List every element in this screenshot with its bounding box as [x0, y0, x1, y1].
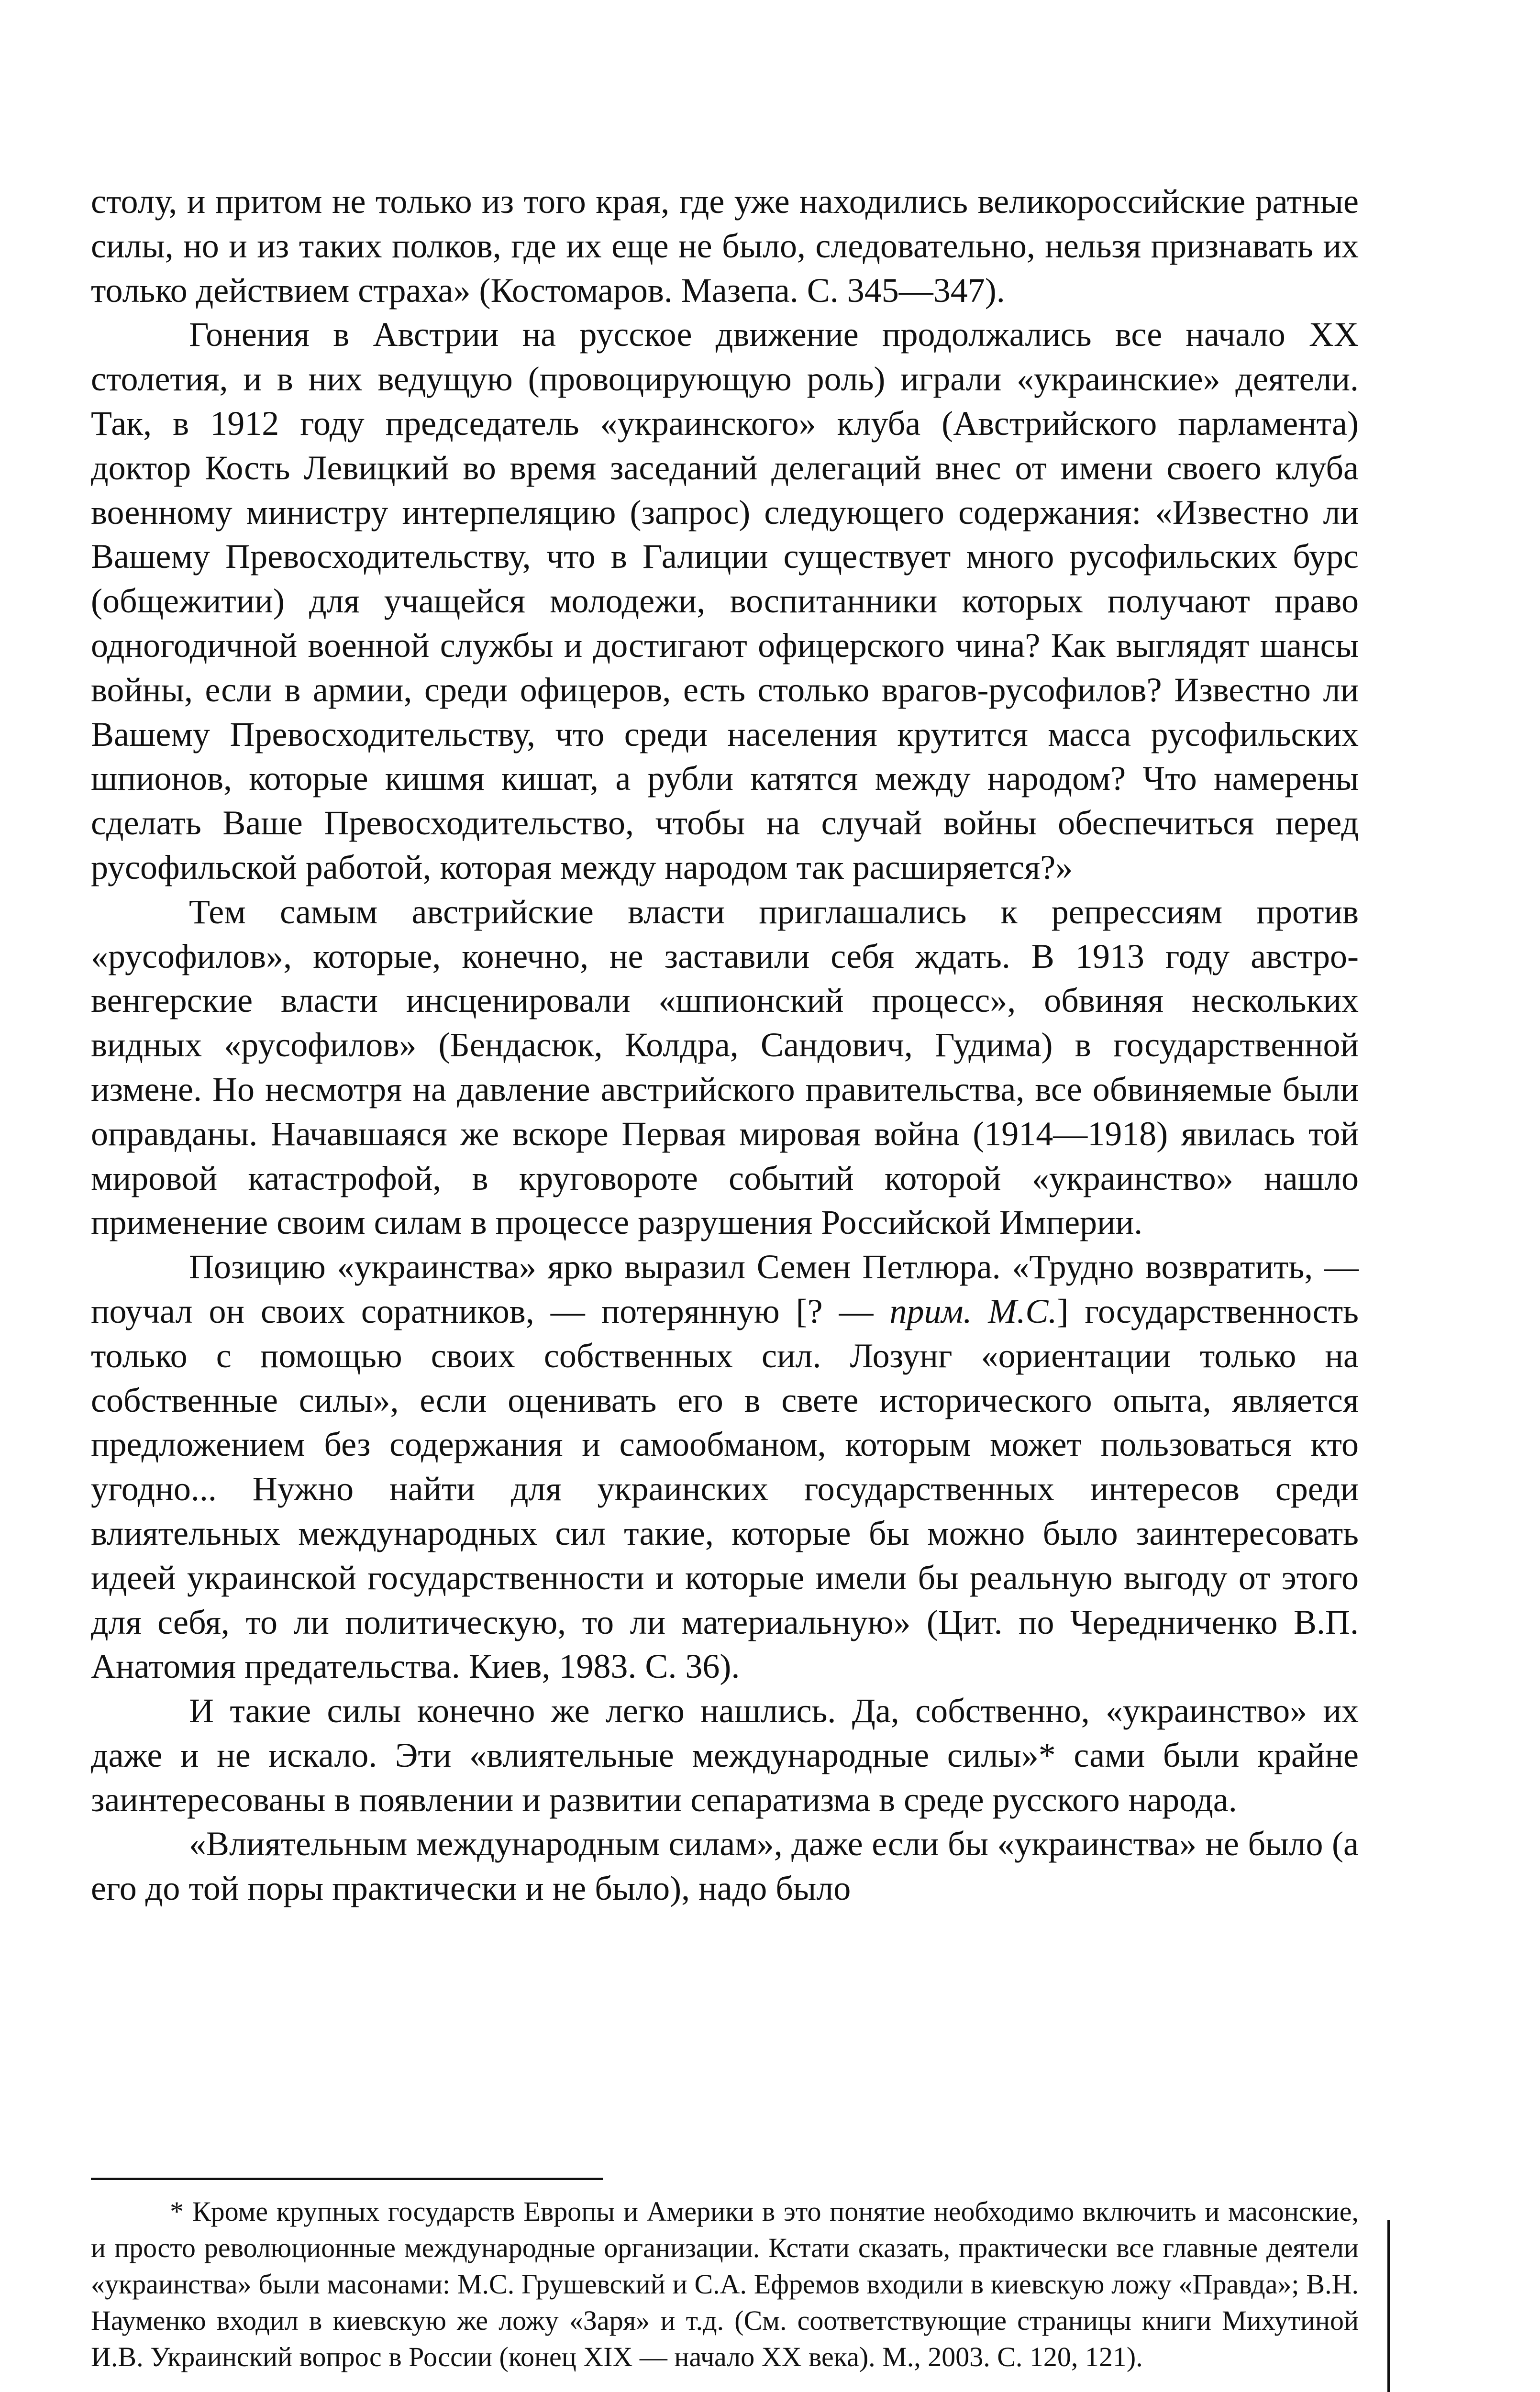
page-number-bar: [1387, 2220, 1390, 2392]
paragraph-1: столу, и притом не только из того края, где уже находились великороссийские ратные силы, но и из таких полков, где их еще не было, следовательно, нельзя признавать их только действием страха» (Костомаров. Мазепа. С. 345—347).: [91, 182, 1359, 310]
paragraph-4-part-1: Позицию «украинства» ярко выразил Семен Петлюра. «Трудно возвратить, — поучал он своих соратников, — потерянную [? —: [91, 1248, 1359, 1330]
footnote-divider: [91, 2178, 603, 2180]
paragraph-3: Тем самым австрийские власти приглашались к репрессиям против «русофилов», которые, конечно, не заставили себя ждать. В 1913 году австро-венгерские власти инсценировали «шпионский процесс», обвиняя нескольких видных «русофилов» (Бендасюк, Колдра, Сандович, Гудима) в государственной измене. Но несмотря на давление австрийского правительства, все обвиняемые были оправданы. Начавшаяся же вскоре Первая мировая война (1914—1918) явилась той мировой катастрофой, в круговороте событий которой «украинство» нашло применение своим силам в процессе разрушения Российской Империи.: [91, 892, 1359, 1242]
footnote-paragraph: [91, 2193, 1359, 2375]
footnote-mark: *: [170, 2196, 184, 2227]
editor-note: прим. М.С.: [889, 1292, 1057, 1330]
paragraph-4-part-2: ] государственность только с помощью своих собственных сил. Лозунг «ориентации только на собственные силы», если оценивать его в свете исторического опыта, является предложением без содержания и самообманом, которым может пользоваться кто угодно... Нужно найти для украинских государственных интересов среди влиятельных международных сил такие, которые бы можно было заинтересовать идеей украинской государственности и которые имели бы реальную выгоду от этого для себя, то ли политическую, то ли материальную» (Цит. по Чередниченко В.П. Анатомия предательства. Киев, 1983. С. 36).: [91, 1292, 1359, 1686]
paragraph-4: [91, 1245, 1359, 1689]
main-text: [91, 179, 1359, 1911]
footnote: [91, 2193, 1359, 2375]
footnote-text: Кроме крупных государств Европы и Америки в это понятие необходимо включить и масонские, и просто революционные международные организации. Кстати сказать, практически все главные деятели «украинства» были масонами: М.С. Грушевский и С.А. Ефремов входили в киевскую ложу «Правда»; В.Н. Науменко входил в киевскую же ложу «Заря» и т.д. (См. соответствующие страницы книги Михутиной И.В. Украинский вопрос в России (конец XIX — начало XX века). М., 2003. С. 120, 121).: [91, 2196, 1359, 2372]
paragraph-2: Гонения в Австрии на русское движение продолжались все начало XX столетия, и в них ведущую (провоцирующую роль) играли «украинские» деятели. Так, в 1912 году председатель «украинского» клуба (Австрийского парламента) доктор Кость Левицкий во время заседаний делегаций внес от имени своего клуба военному министру интерпеляцию (запрос) следующего содержания: «Известно ли Вашему Превосходительству, что в Галиции существует много русофильских бурс (общежитии) для учащейся молодежи, воспитанники которых получают право одногодичной военной службы и достигают офицерского чина? Как выглядят шансы войны, если в армии, среди офицеров, есть столько врагов-русофилов? Известно ли Вашему Превосходительству, что среди населения крутится масса русофильских шпионов, которые кишмя кишат, а рубли катятся между народом? Что намерены сделать Ваше Превосходительство, чтобы на случай войны обеспечиться перед русофильской работой, которая между народом так расширяется?»: [91, 315, 1359, 886]
paragraph-5: И такие силы конечно же легко нашлись. Да, собственно, «украинство» их даже и не искало. Эти «влиятельные международные силы»* сами были крайне заинтересованы в появлении и развитии сепаратизма в среде русского народа.: [91, 1692, 1359, 1819]
paragraph-6: «Влиятельным международным силам», даже если бы «украинства» не было (а его до той поры практически и не было), надо было: [91, 1825, 1359, 1908]
